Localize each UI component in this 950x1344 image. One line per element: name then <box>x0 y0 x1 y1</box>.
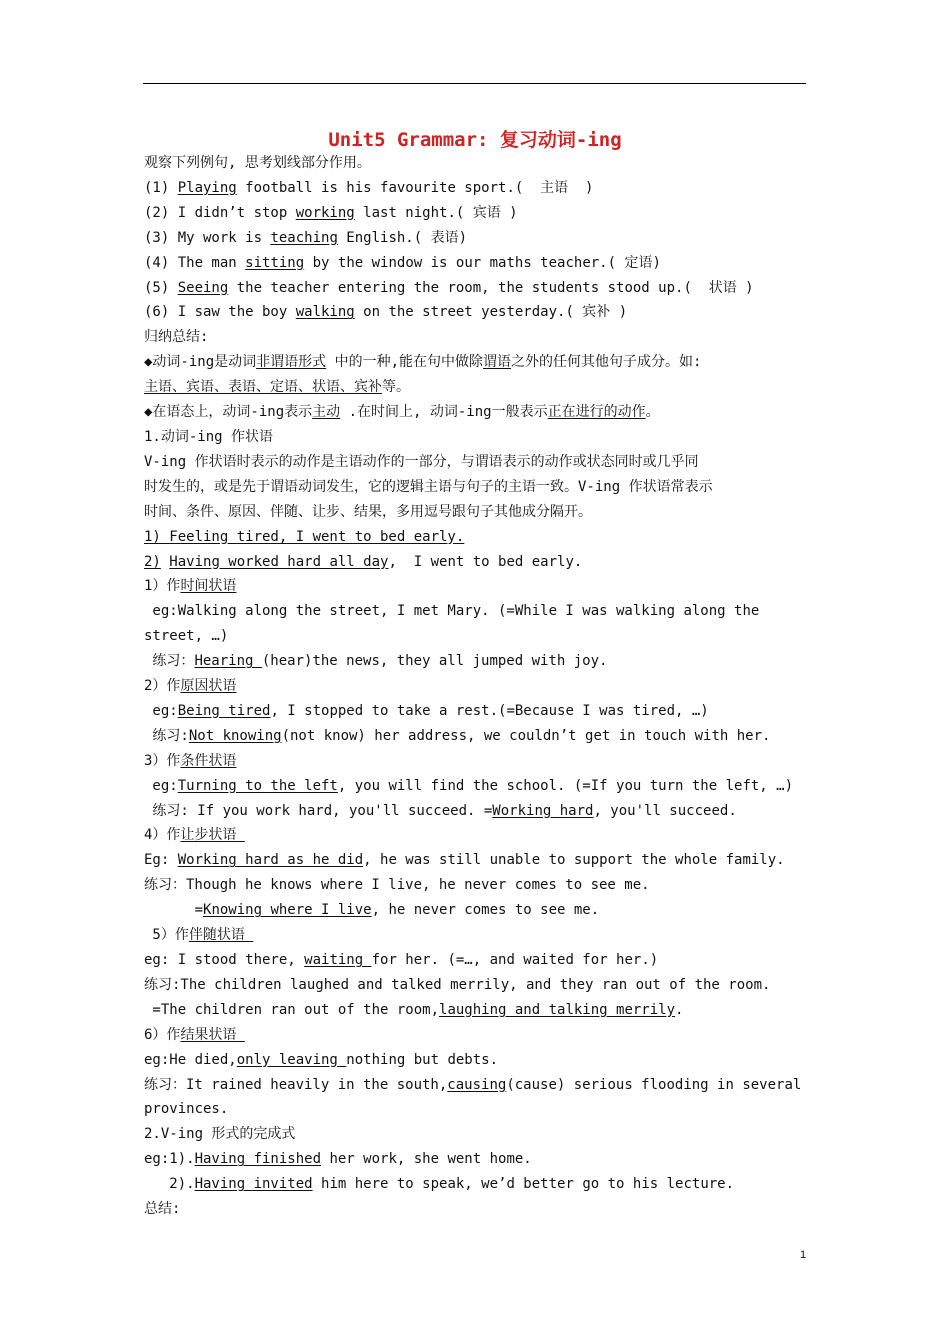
underlined-text: Knowing where I live <box>203 902 372 919</box>
underlined-text: causing <box>447 1076 507 1093</box>
text-segment: provinces. <box>144 1101 229 1118</box>
underlined-text: 结果状语 <box>180 1026 245 1043</box>
underlined-text: teaching <box>270 229 338 246</box>
document-title: Unit5 Grammar: 复习动词-ing <box>328 129 622 151</box>
header-rule <box>143 83 806 84</box>
text-segment: eg:1). <box>144 1151 195 1168</box>
text-segment: (6) I saw the boy <box>144 304 296 321</box>
text-segment: by the window is our maths teacher.( 定语) <box>304 254 661 271</box>
text-line <box>144 475 812 500</box>
text-segment: 时间、条件、原因、伴随、让步、结果，多用逗号跟句子其他成分隔开。 <box>144 503 592 520</box>
text-segment: 等。 <box>382 379 410 396</box>
underlined-text: Having finished <box>194 1151 322 1168</box>
underlined-text: 主语、宾语、表语、定语、状语、宾补 <box>144 379 382 396</box>
text-segment: ◆在语态上，动词-ing表示 <box>144 404 313 421</box>
text-segment: , I went to bed early. <box>388 553 583 570</box>
underlined-text: 1) Feeling tired, I went to bed early. <box>144 528 465 545</box>
text-segment: .在时间上, 动词-ing一般表示 <box>340 404 548 421</box>
text-segment: 。 <box>645 404 660 421</box>
text-line <box>144 973 812 998</box>
text-segment: nothing but debts. <box>346 1051 499 1068</box>
text-segment: the teacher entering the room, the students stood up.( 状语 ) <box>228 279 754 296</box>
underlined-text: walking <box>295 304 355 321</box>
document-body <box>144 151 812 1222</box>
text-line <box>144 375 812 400</box>
underlined-text: 条件状语 <box>180 752 237 769</box>
text-segment: Eg: <box>144 852 178 869</box>
text-segment: English.( 表语) <box>337 229 468 246</box>
text-segment: V-ing 作状语时表示的动作是主语动作的一部分，与谓语表示的动作或状态同时或几乎同 <box>144 453 699 470</box>
text-segment: 练习:The children laughed and talked merrily, and they ran out of the room. <box>144 976 771 993</box>
text-line <box>144 873 812 898</box>
text-segment: 2.V-ing 形式的完成式 <box>144 1126 296 1143</box>
text-segment: (5) <box>144 279 178 296</box>
text-segment: 之外的任何其他句子成分。如: <box>511 354 702 371</box>
text-line <box>144 226 812 251</box>
underlined-text: working <box>295 204 355 221</box>
text-segment: , you will find the school. (=If you turn the left, …) <box>337 777 794 794</box>
underlined-text: 伴随状语 <box>188 927 254 944</box>
text-segment: 1）作 <box>144 578 181 595</box>
text-segment: eg:He died, <box>144 1051 237 1068</box>
text-line <box>144 300 812 325</box>
underlined-text: laughing and talking merrily <box>439 1001 676 1018</box>
text-segment: (cause) serious flooding in several <box>506 1076 802 1093</box>
text-line <box>144 1197 812 1222</box>
text-line <box>144 923 812 948</box>
text-line <box>144 1122 812 1147</box>
text-segment: him here to speak, we’d better go to his lecture. <box>312 1176 735 1193</box>
text-line <box>144 799 812 824</box>
text-segment: (2) I didn’t stop <box>144 204 296 221</box>
text-line <box>144 400 812 425</box>
text-line <box>144 276 812 301</box>
text-line <box>144 699 812 724</box>
text-segment: (1) <box>144 179 178 196</box>
underlined-text: 时间状语 <box>180 578 237 595</box>
underlined-text: Working hard <box>492 802 594 819</box>
text-line <box>144 1073 812 1098</box>
underlined-text: 2) <box>144 553 161 570</box>
text-segment: =The children ran out of the room, <box>144 1001 440 1018</box>
text-line <box>144 1147 812 1172</box>
underlined-text: 非谓语形式 <box>256 354 327 371</box>
text-line <box>144 599 812 624</box>
text-segment: ◆动词-ing是动词 <box>144 354 257 371</box>
text-segment: eg: I stood there, <box>144 952 305 968</box>
text-segment: 5）作 <box>144 927 189 944</box>
text-segment: 4）作 <box>144 827 181 844</box>
underlined-text: only leaving <box>236 1051 347 1068</box>
text-line <box>144 151 812 176</box>
underlined-text: Turning to the left <box>177 777 338 794</box>
text-line <box>144 998 812 1023</box>
text-segment: 归纳总结: <box>144 329 209 346</box>
underlined-text: Playing <box>177 179 237 196</box>
text-segment: , he was still unable to support the whole family. <box>363 852 785 869</box>
text-segment: . <box>675 1001 684 1018</box>
underlined-text: Working hard as he did <box>177 852 364 869</box>
text-segment: (hear)the news, they all jumped with joy. <box>261 653 608 670</box>
text-segment: , you'll succeed. <box>593 802 737 819</box>
page-number: 1 <box>800 1249 807 1261</box>
text-line <box>144 450 812 475</box>
text-segment: , I stopped to take a rest.(=Because I was tired, …) <box>270 702 709 719</box>
underlined-text: 正在进行的动作 <box>547 404 646 421</box>
text-segment: for her. (=…, and waited for her.) <box>371 952 659 968</box>
text-line <box>144 574 812 599</box>
text-segment: 练习: If you work hard, you'll succeed. = <box>144 802 493 819</box>
underlined-text: waiting <box>304 952 372 968</box>
text-segment: = <box>144 902 204 919</box>
text-line <box>144 774 812 799</box>
text-line <box>144 649 812 674</box>
text-line <box>144 624 812 649</box>
text-line <box>144 350 812 375</box>
text-segment: 练习：Though he knows where I live, he never comes to see me. <box>144 877 650 894</box>
text-segment: eg: <box>144 777 178 794</box>
underlined-text: Seeing <box>177 279 229 296</box>
text-segment: 练习：It rained heavily in the south, <box>144 1076 448 1093</box>
text-line <box>144 550 812 575</box>
text-line <box>144 500 812 525</box>
text-line <box>144 848 812 873</box>
text-segment: 6）作 <box>144 1026 181 1043</box>
text-line <box>144 948 812 973</box>
text-segment: 3）作 <box>144 752 181 769</box>
underlined-text: Hearing <box>194 653 262 670</box>
text-line <box>144 1023 812 1048</box>
underlined-text: 主动 <box>312 404 341 421</box>
text-line <box>144 823 812 848</box>
underlined-text: Being tired <box>177 702 271 719</box>
text-line <box>144 724 812 749</box>
text-segment: 时发生的，或是先于谓语动词发生，它的逻辑主语与句子的主语一致。V-ing 作状语常表示 <box>144 478 713 495</box>
text-segment: 2). <box>144 1176 195 1193</box>
underlined-text: sitting <box>245 254 305 271</box>
text-segment: (3) My work is <box>144 229 271 246</box>
text-line <box>144 674 812 699</box>
text-line <box>144 325 812 350</box>
text-segment: football is his favourite sport.( 主语 ) <box>236 179 594 196</box>
text-segment: eg:Walking along the street, I met Mary. (=While I was walking along the <box>144 603 760 620</box>
underlined-text: 谓语 <box>483 354 512 371</box>
text-segment: 练习: <box>144 727 189 744</box>
text-segment: 1.动词-ing 作状语 <box>144 428 274 445</box>
text-line <box>144 425 812 450</box>
text-segment: (not know) her address, we couldn’t get in touch with her. <box>281 727 771 744</box>
text-segment: eg: <box>144 702 178 719</box>
text-segment: 观察下列例句, 思考划线部分作用。 <box>144 155 371 171</box>
text-line <box>144 1048 812 1073</box>
text-segment: 中的一种,能在句中做除 <box>326 354 484 371</box>
underlined-text: Having invited <box>194 1176 313 1193</box>
text-segment: 总结: <box>144 1201 181 1218</box>
text-line <box>144 749 812 774</box>
underlined-text: Not knowing <box>188 727 282 744</box>
text-segment: on the street yesterday.( 宾补 ) <box>354 304 628 321</box>
text-segment: 2）作 <box>144 678 181 695</box>
text-line <box>144 201 812 226</box>
text-segment: (4) The man <box>144 254 246 271</box>
text-line <box>144 898 812 923</box>
text-segment: street, …) <box>144 628 229 645</box>
text-line <box>144 251 812 276</box>
text-line <box>144 1172 812 1197</box>
text-segment: last night.( 宾语 ) <box>354 204 518 221</box>
underlined-text: 让步状语 <box>180 827 245 844</box>
underlined-text: 原因状语 <box>180 678 237 695</box>
text-line <box>144 1097 812 1122</box>
underlined-text: Having worked hard all day <box>169 553 389 570</box>
text-segment: , he never comes to see me. <box>371 902 600 919</box>
text-line <box>144 525 812 550</box>
text-segment: 练习： <box>144 653 195 670</box>
text-line <box>144 176 812 201</box>
text-segment: her work, she went home. <box>321 1151 532 1168</box>
